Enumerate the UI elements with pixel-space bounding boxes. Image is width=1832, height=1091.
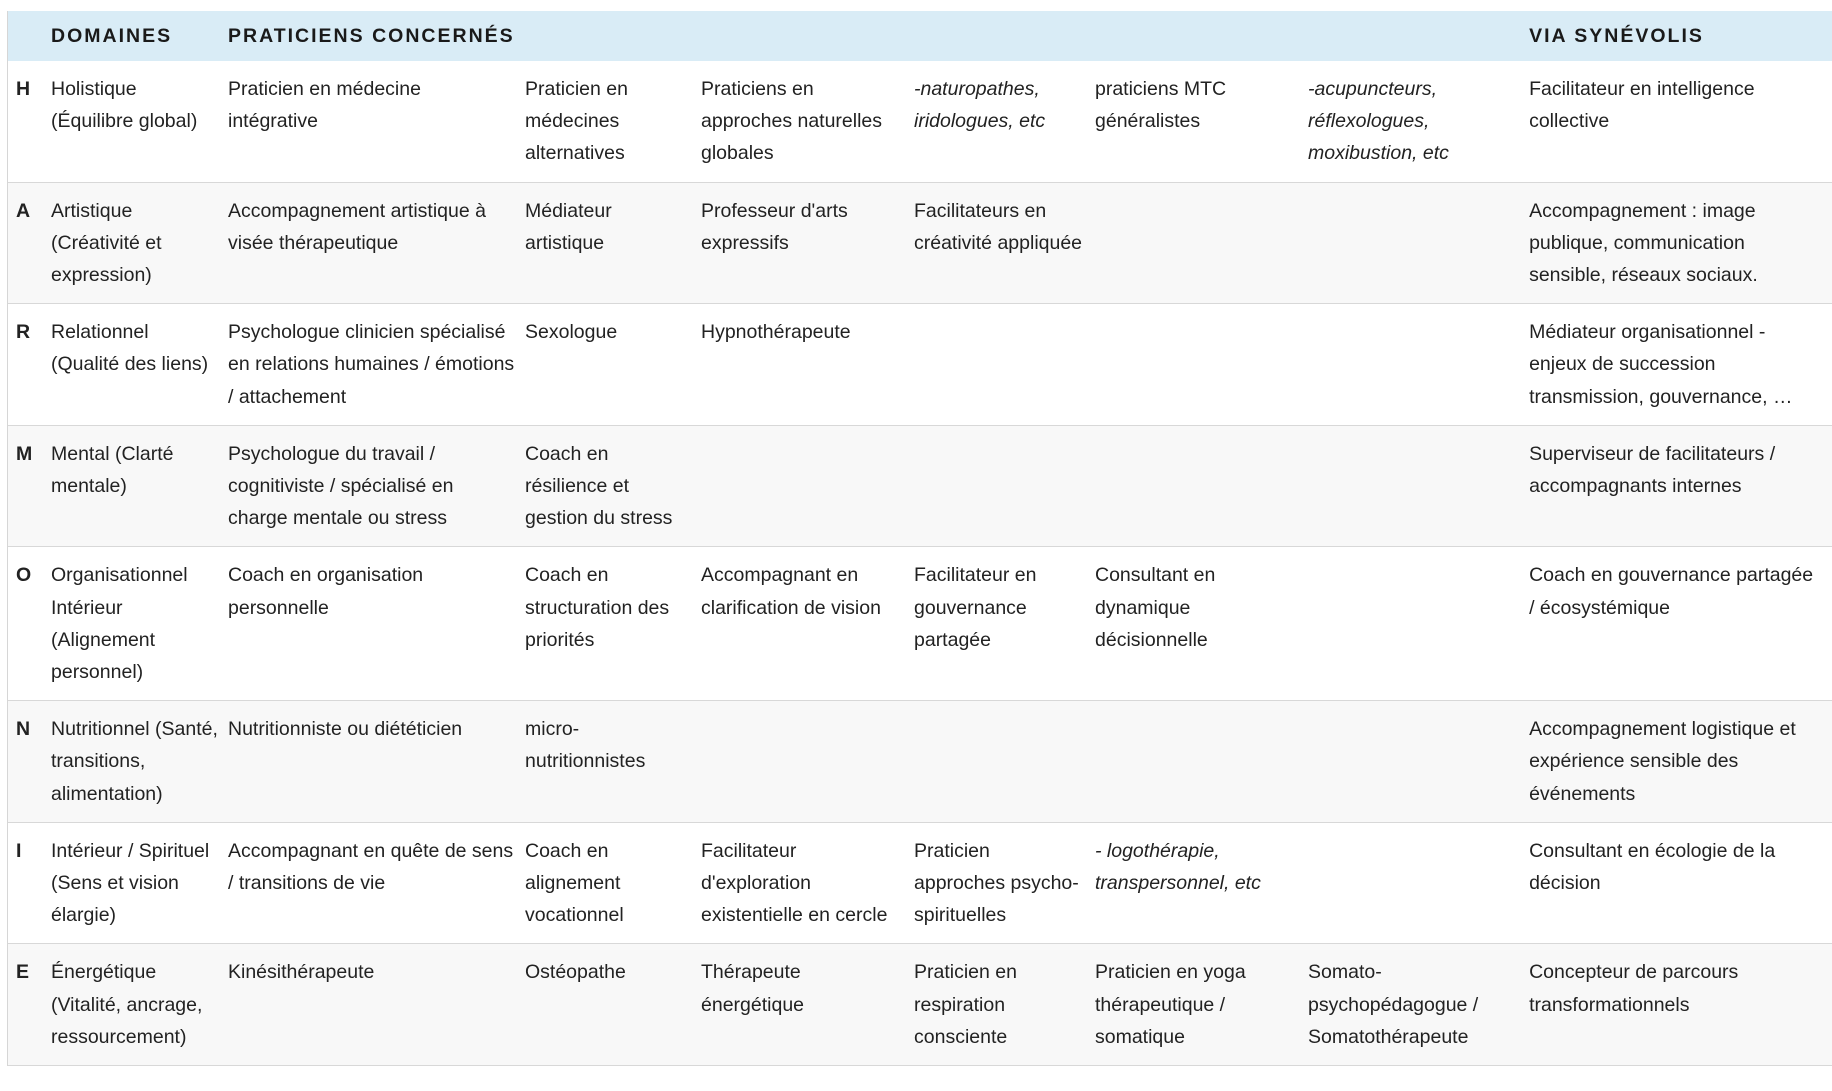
practitioner-cell xyxy=(914,304,1095,426)
practitioner-cell: Sexologue xyxy=(525,321,618,344)
domain-name: Artistique (Créativité et expression) xyxy=(51,199,162,287)
practitioner-cell xyxy=(1308,822,1529,944)
header-via: VIA SYNÉVOLIS xyxy=(1529,24,1704,47)
practitioner-cell: Praticien en médecine intégrative xyxy=(228,78,421,133)
domain-letter: E xyxy=(16,961,30,984)
practitioner-cell: Hypnothérapeute xyxy=(701,321,851,344)
domains-table-container xyxy=(7,11,1832,1066)
practitioner-cell: Consultant en dynamique décisionnelle xyxy=(1095,564,1216,651)
practitioner-cell xyxy=(1095,425,1308,547)
via-synevolis-cell: Concepteur de parcours transformationnels xyxy=(1529,961,1739,1016)
practitioner-cell xyxy=(1095,182,1308,304)
via-synevolis-cell: Médiateur organisationnel - enjeux de succession transmission, gouvernance, … xyxy=(1529,321,1793,408)
table-row xyxy=(8,182,1832,304)
practitioner-cell xyxy=(914,425,1095,547)
practitioner-cell xyxy=(1308,182,1529,304)
practitioner-cell xyxy=(1308,547,1529,701)
practitioner-cell: Psychologue clinicien spécialisé en relations humaines / émotions / attachement xyxy=(228,321,515,408)
domain-letter: A xyxy=(16,199,31,222)
domains-table xyxy=(8,11,1832,1066)
domain-name: Intérieur / Spirituel (Sens et vision élargie) xyxy=(51,839,210,927)
practitioner-cell: Médiateur artistique xyxy=(525,199,612,254)
practitioner-cell xyxy=(1095,701,1308,823)
table-row xyxy=(8,425,1832,547)
practitioner-cell: Facilitateurs en créativité appliquée xyxy=(914,199,1083,254)
domain-letter: H xyxy=(16,78,31,100)
via-synevolis-cell: Facilitateur en intelligence collective xyxy=(1529,78,1755,133)
practitioner-cell: Thérapeute énergétique xyxy=(701,961,805,1016)
practitioner-cell: Psychologue du travail / cognitiviste / spécialisé en charge mentale ou stress xyxy=(228,442,454,530)
domain-name: Mental (Clarté mentale) xyxy=(51,442,174,498)
practitioner-cell: Praticien approches psycho-spirituelles xyxy=(914,839,1079,927)
practitioner-cell: Nutritionniste ou diététicien xyxy=(228,718,463,741)
practitioner-cell xyxy=(914,701,1095,823)
practitioner-cell xyxy=(1308,304,1529,426)
practitioner-cell xyxy=(1308,425,1529,547)
practitioner-cell: Somato-psychopédagogue / Somatothérapeute xyxy=(1308,961,1479,1048)
domain-letter: M xyxy=(16,442,33,465)
domain-name: Énergétique (Vitalité, ancrage, ressourcement) xyxy=(51,961,203,1048)
practitioner-cell: praticiens MTC généralistes xyxy=(1095,78,1227,133)
practitioner-cell: -acupuncteurs, réflexologues, moxibustion, etc xyxy=(1308,78,1449,165)
domain-letter: I xyxy=(16,839,22,862)
header-praticiens: PRATICIENS CONCERNÉS xyxy=(228,24,515,47)
via-synevolis-cell: Accompagnement : image publique, communication sensible, réseaux sociaux. xyxy=(1529,199,1758,287)
domain-letter: O xyxy=(16,564,32,587)
domain-name: Organisationnel Intérieur (Alignement personnel) xyxy=(51,564,188,684)
table-row xyxy=(8,944,1832,1066)
domain-letter: R xyxy=(16,321,31,344)
practitioner-cell xyxy=(1095,304,1308,426)
practitioner-cell: Kinésithérapeute xyxy=(228,961,375,984)
domain-letter: N xyxy=(16,718,31,741)
practitioner-cell xyxy=(701,701,914,823)
practitioner-cell: Professeur d'arts expressifs xyxy=(701,199,848,254)
practitioner-cell: Coach en organisation personnelle xyxy=(228,564,424,619)
table-row xyxy=(8,304,1832,426)
practitioner-cell: Accompagnement artistique à visée thérapeutique xyxy=(228,199,486,254)
via-synevolis-cell: Superviseur de facilitateurs / accompagnants internes xyxy=(1529,442,1776,498)
table-row xyxy=(8,701,1832,823)
practitioner-cell xyxy=(1308,701,1529,823)
practitioner-cell: Coach en alignement vocationnel xyxy=(525,839,624,927)
domain-name: Holistique (Équilibre global) xyxy=(51,78,198,133)
practitioner-cell: Praticien en médecines alternatives xyxy=(525,78,628,165)
practitioner-cell: Facilitateur d'exploration existentielle en cercle xyxy=(701,839,888,927)
practitioner-cell: Praticien en yoga thérapeutique / somatique xyxy=(1095,961,1246,1048)
via-synevolis-cell: Accompagnement logistique et expérience sensible des événements xyxy=(1529,718,1796,805)
practitioner-cell: Praticien en respiration consciente xyxy=(914,961,1017,1048)
practitioner-cell: Coach en structuration des priorités xyxy=(525,564,670,651)
via-synevolis-cell: Coach en gouvernance partagée / écosystémique xyxy=(1529,564,1814,619)
practitioner-cell: -naturopathes, iridologues, etc xyxy=(914,78,1046,133)
practitioner-cell: Coach en résilience et gestion du stress xyxy=(525,442,673,530)
domain-name: Relationnel (Qualité des liens) xyxy=(51,321,209,376)
table-header-row xyxy=(8,11,1832,61)
table-row xyxy=(8,822,1832,944)
practitioner-cell xyxy=(701,425,914,547)
practitioner-cell: Ostéopathe xyxy=(525,961,626,984)
via-synevolis-cell: Consultant en écologie de la décision xyxy=(1529,839,1776,895)
header-domaines: DOMAINES xyxy=(51,24,173,47)
domain-name: Nutritionnel (Santé, transitions, alimentation) xyxy=(51,718,218,805)
practitioner-cell: Facilitateur en gouvernance partagée xyxy=(914,564,1037,651)
practitioner-cell: Accompagnant en quête de sens / transitions de vie xyxy=(228,839,514,895)
practitioner-cell: - logothérapie, transpersonnel, etc xyxy=(1095,839,1261,895)
practitioner-cell: Accompagnant en clarification de vision xyxy=(701,564,881,619)
practitioner-cell: micro-nutritionnistes xyxy=(525,718,646,773)
table-row xyxy=(8,547,1832,701)
practitioner-cell: Praticiens en approches naturelles globales xyxy=(701,78,883,165)
table-row xyxy=(8,61,1832,182)
